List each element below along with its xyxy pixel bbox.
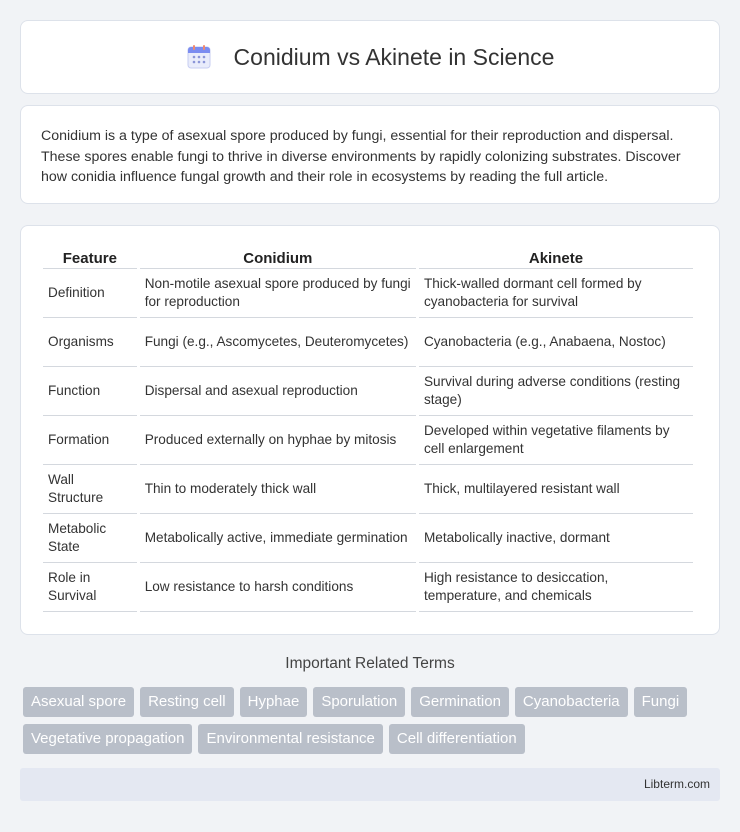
tag-hyphae[interactable]: Hyphae (240, 687, 308, 717)
intro-text: Conidium is a type of asexual spore produced by fungi, essential for their reproduction and dispersal. These spores enable fungi to thrive in diverse environments by rapidly colonizing substrates. Discover how conidia influence fungal growth and their role in ecosystems by reading the full article. (41, 128, 681, 185)
table-row (43, 514, 693, 563)
feature-cell: Formation (43, 416, 137, 465)
tag-fungi[interactable]: Fungi (634, 687, 688, 717)
akinete-cell: Thick-walled dormant cell formed by cyanobacteria for survival (419, 269, 693, 318)
tag-cyanobacteria[interactable]: Cyanobacteria (515, 687, 628, 717)
table-row (43, 416, 693, 465)
akinete-cell: High resistance to desiccation, temperature, and chemicals (419, 563, 693, 612)
tag-resting-cell[interactable]: Resting cell (140, 687, 234, 717)
feature-cell: Wall Structure (43, 465, 137, 514)
header-conidium: Conidium (140, 246, 416, 269)
conidium-cell: Non-motile asexual spore produced by fungi for reproduction (140, 269, 416, 318)
feature-cell: Organisms (43, 318, 137, 367)
conidium-cell: Metabolically active, immediate germination (140, 514, 416, 563)
title-wrap (186, 44, 555, 71)
footer-bar (20, 768, 720, 801)
table-header-row (43, 246, 693, 269)
tag-asexual-spore[interactable]: Asexual spore (23, 687, 134, 717)
header-akinete: Akinete (419, 246, 693, 269)
tag-environmental-resistance[interactable]: Environmental resistance (198, 724, 382, 754)
akinete-cell: Thick, multilayered resistant wall (419, 465, 693, 514)
header-card (20, 20, 720, 94)
table-row (43, 318, 693, 367)
tag-cell-differentiation[interactable]: Cell differentiation (389, 724, 525, 754)
feature-cell: Definition (43, 269, 137, 318)
conidium-cell: Dispersal and asexual reproduction (140, 367, 416, 416)
akinete-cell: Metabolically inactive, dormant (419, 514, 693, 563)
table-row (43, 269, 693, 318)
conidium-cell: Produced externally on hyphae by mitosis (140, 416, 416, 465)
akinete-cell: Developed within vegetative filaments by cell enlargement (419, 416, 693, 465)
related-terms-title: Important Related Terms (285, 655, 455, 672)
feature-cell: Role in Survival (43, 563, 137, 612)
tag-sporulation[interactable]: Sporulation (313, 687, 405, 717)
feature-cell: Function (43, 367, 137, 416)
comparison-table (40, 246, 696, 612)
calendar-icon (186, 44, 212, 70)
conidium-cell: Fungi (e.g., Ascomycetes, Deuteromycetes) (140, 318, 416, 367)
akinete-cell: Cyanobacteria (e.g., Anabaena, Nostoc) (419, 318, 693, 367)
tag-vegetative-propagation[interactable]: Vegetative propagation (23, 724, 192, 754)
footer-site-link[interactable]: Libterm.com (643, 777, 710, 791)
feature-cell: Metabolic State (43, 514, 137, 563)
akinete-cell: Survival during adverse conditions (resting stage) (419, 367, 693, 416)
comparison-table-card (20, 225, 720, 635)
related-terms-tags (23, 687, 723, 754)
table-row (43, 465, 693, 514)
page-title: Conidium vs Akinete in Science (233, 43, 555, 70)
table-row (43, 367, 693, 416)
tag-germination[interactable]: Germination (411, 687, 509, 717)
table-row (43, 563, 693, 612)
header-feature: Feature (43, 246, 137, 269)
conidium-cell: Low resistance to harsh conditions (140, 563, 416, 612)
intro-card (20, 105, 720, 204)
conidium-cell: Thin to moderately thick wall (140, 465, 416, 514)
